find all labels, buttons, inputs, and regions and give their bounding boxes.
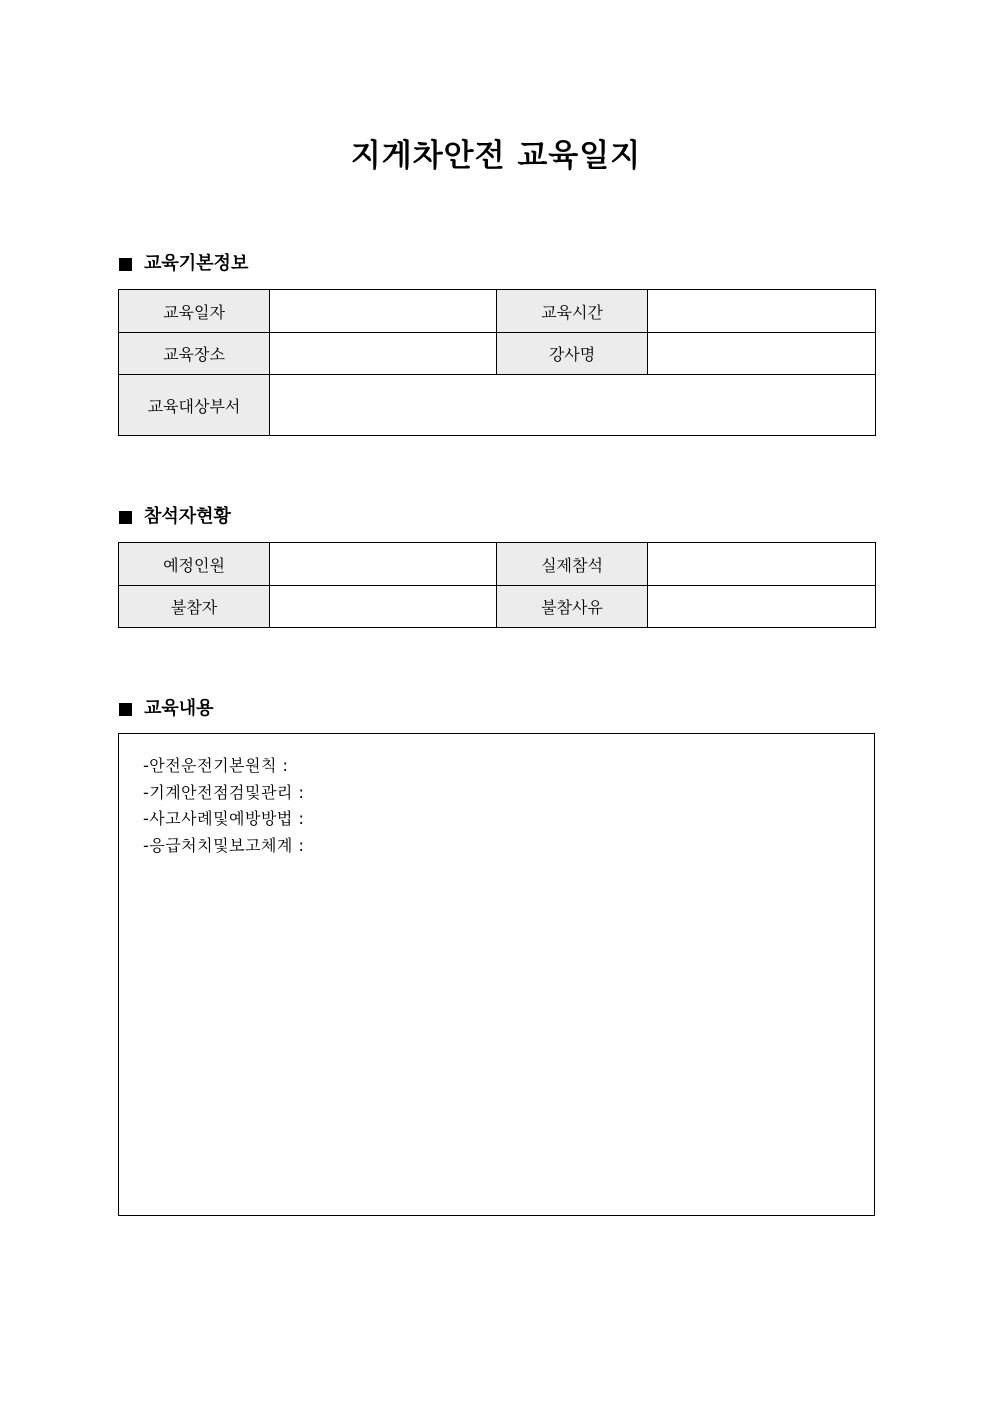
label-education-place: 교육장소 <box>119 333 270 375</box>
label-absentees: 불참자 <box>119 586 270 628</box>
label-education-date: 교육일자 <box>119 290 270 333</box>
section-heading-label: 교육내용 <box>144 698 214 719</box>
content-line-safe-driving: -안전운전기본원칙 : <box>143 756 289 775</box>
basic-info-table <box>118 289 876 436</box>
label-planned-count: 예정인원 <box>119 543 270 586</box>
field-actual-attendance[interactable] <box>648 543 876 586</box>
field-planned-count[interactable] <box>270 543 497 586</box>
field-target-department[interactable] <box>270 375 876 436</box>
attendance-table <box>118 542 876 628</box>
square-bullet-icon <box>119 511 132 524</box>
field-absentees[interactable] <box>270 586 497 628</box>
document-title: 지게차안전 교육일지 <box>350 138 642 174</box>
table-row <box>119 543 876 586</box>
table-row <box>119 333 876 375</box>
square-bullet-icon <box>119 703 132 716</box>
label-actual-attendance: 실제참석 <box>497 543 648 586</box>
table-row <box>119 375 876 436</box>
section-heading-label: 참석자현황 <box>144 506 231 527</box>
label-instructor-name: 강사명 <box>497 333 648 375</box>
section-heading-attendance <box>119 504 231 530</box>
section-heading-basic-info <box>119 251 248 277</box>
field-education-place[interactable] <box>270 333 497 375</box>
field-education-date[interactable] <box>270 290 497 333</box>
content-line-machine-inspection: -기계안전점검및관리 : <box>143 782 305 802</box>
content-line-first-aid: -응급처치및보고체계 : <box>143 835 305 855</box>
field-education-time[interactable] <box>648 290 876 333</box>
table-row <box>119 290 876 333</box>
section-heading-content <box>119 696 214 722</box>
content-list <box>143 753 304 859</box>
field-instructor-name[interactable] <box>648 333 876 375</box>
field-absence-reason[interactable] <box>648 586 876 628</box>
label-education-time: 교육시간 <box>497 290 648 333</box>
table-row <box>119 586 876 628</box>
label-absence-reason: 불참사유 <box>497 586 648 628</box>
square-bullet-icon <box>119 258 132 271</box>
label-target-department: 교육대상부서 <box>119 375 270 436</box>
content-line-accident-prevention: -사고사례및예방방법 : <box>143 809 305 828</box>
section-heading-label: 교육기본정보 <box>144 253 249 274</box>
education-content-box[interactable] <box>118 733 875 1216</box>
